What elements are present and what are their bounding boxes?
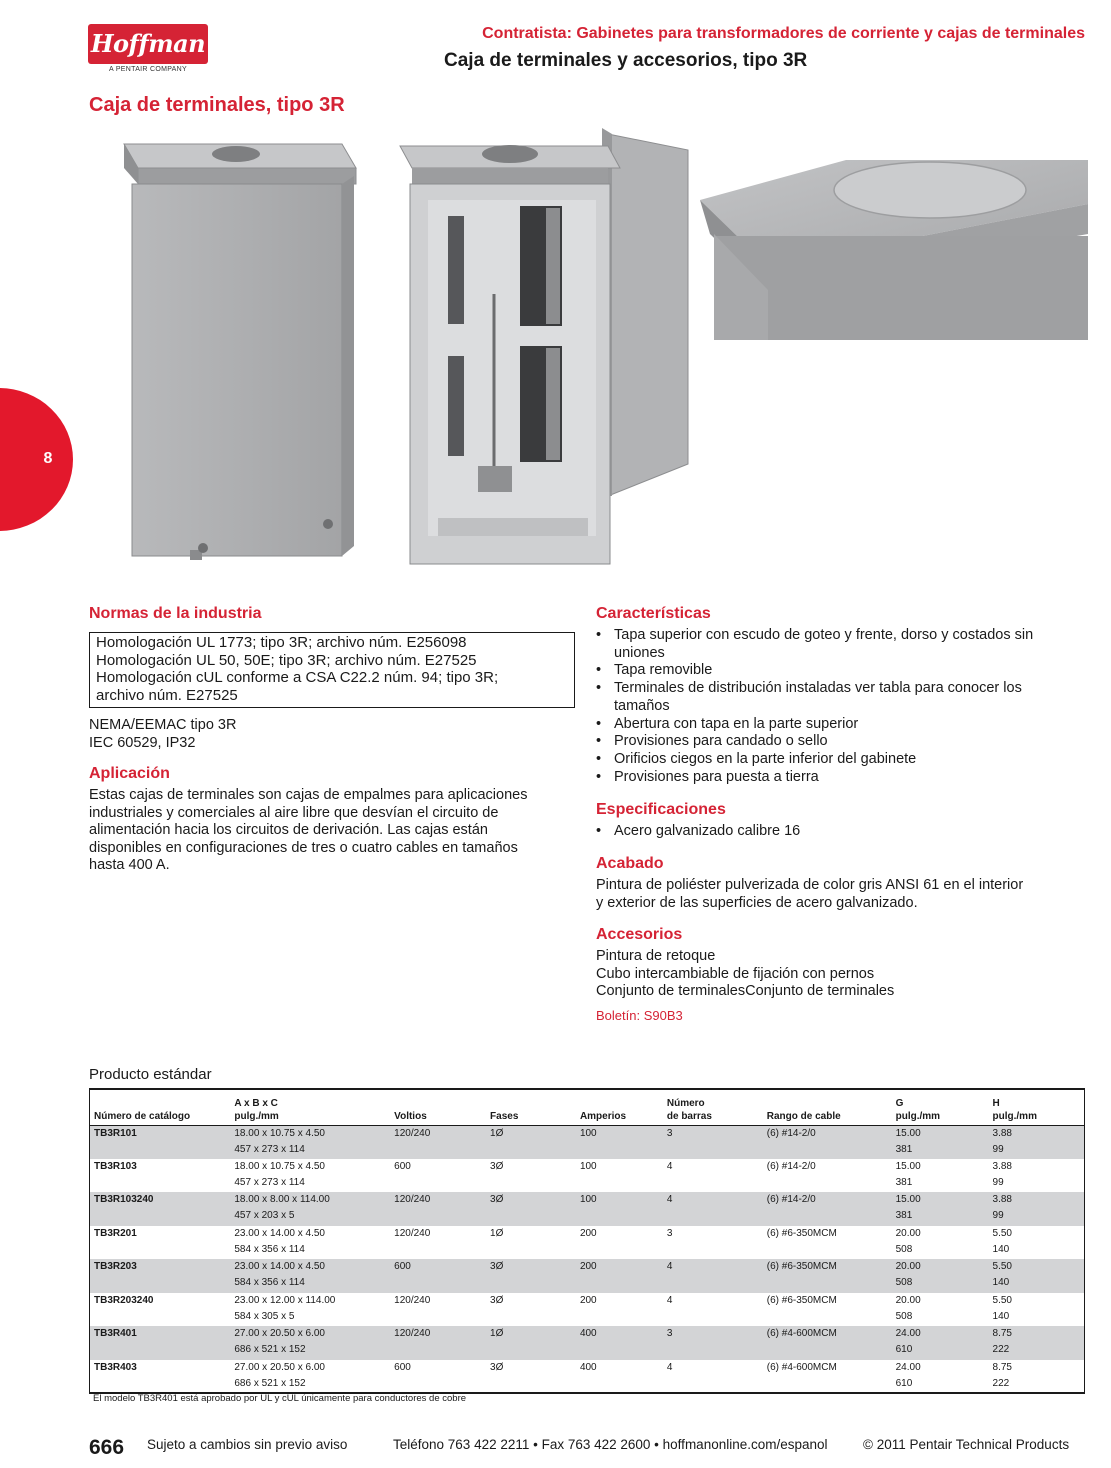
cell-value: 686 x 521 x 152 [234,1377,306,1389]
logo-text: Hoffman [90,29,206,58]
cell-value: 120/240 [394,1127,431,1139]
table-footnote: El modelo TB3R401 está aprobado por UL y cUL únicamente para conductores de cobre [93,1393,467,1404]
cell-value: 23.00 x 14.00 x 4.50 [234,1261,325,1272]
closed-enclosure-image [110,138,360,570]
cell-value: TB3R101 [94,1127,137,1139]
table-cell [663,1159,763,1193]
cell-value: 508 [895,1277,913,1289]
table-cell [390,1226,486,1260]
cell-value: 100 [579,1127,597,1139]
cell-value: 23.00 x 14.00 x 4.50 [234,1227,325,1239]
header-cell: Fases [486,1089,576,1125]
cell-value: (6) #6-350MCM [766,1227,837,1239]
table-cell [486,1326,576,1360]
normas-heading: Normas de la industria [89,605,262,622]
table-cell [989,1192,1085,1226]
cell-value: (6) #14-2/0 [766,1127,816,1139]
cell-value: 3Ø [490,1294,504,1306]
normas-line: Homologación UL 1773; tipo 3R; archivo núm. E256098 [96,634,467,651]
cell-value: 3Ø [490,1160,504,1172]
table-cell [892,1293,989,1327]
list-item: • Tapa removible [596,662,1064,680]
table-cell [576,1293,663,1327]
table-cell [989,1326,1085,1360]
hoffman-logo [88,24,208,64]
table-cell [892,1159,989,1193]
cell-value: 400 [579,1361,597,1373]
cell-value: 4 [666,1261,673,1272]
table-cell [90,1326,231,1360]
table-cell [663,1125,763,1159]
cell-value: 4 [666,1294,673,1306]
cell-value: 3Ø [490,1361,504,1373]
cell-value: 18.00 x 8.00 x 114.00 [234,1194,330,1205]
cell-value: 222 [992,1344,1010,1356]
cell-value: (6) #14-2/0 [766,1160,816,1172]
normas-line: archivo núm. E27525 [96,686,238,704]
table-cell [90,1293,231,1327]
table-cell [390,1293,486,1327]
cell-value: 3.88 [992,1194,1012,1205]
table-cell [763,1192,892,1226]
table-cell [663,1192,763,1226]
cell-value: 140 [992,1310,1010,1322]
cell-value: 120/240 [394,1294,431,1306]
table-cell [576,1192,663,1226]
cell-value: 1Ø [490,1328,504,1339]
cell-value: TB3R201 [94,1227,137,1239]
table-cell [486,1293,576,1327]
cell-value: 15.00 [895,1160,921,1172]
cell-value: 20.00 [895,1294,921,1306]
cell-value: 140 [992,1243,1010,1255]
table-cell [576,1259,663,1293]
table-cell [763,1326,892,1360]
table-cell [230,1159,390,1193]
table-cell [230,1125,390,1159]
aplicacion-line: hasta 400 A. [89,857,170,873]
especificaciones-heading: Especificaciones [596,801,726,818]
cell-value: TB3R403 [94,1361,137,1373]
table-cell [576,1360,663,1394]
header-cell: Voltios [390,1089,486,1125]
cell-value: 120/240 [394,1194,431,1205]
table-cell [892,1125,989,1159]
normas-line: Homologación UL 50, 50E; tipo 3R; archivo núm. E27525 [96,651,477,669]
cell-value: 600 [394,1261,411,1272]
table-cell [663,1293,763,1327]
table-cell [989,1125,1085,1159]
cell-value: 8.75 [992,1328,1012,1339]
cell-value: (6) #4-600MCM [766,1361,837,1373]
cell-value: 508 [895,1243,913,1255]
table-cell [390,1192,486,1226]
cell-value: 222 [992,1377,1010,1389]
acabado-heading: Acabado [596,855,664,872]
table-cell [90,1159,231,1193]
cell-value: 120/240 [394,1227,431,1239]
table-cell [892,1259,989,1293]
table-cell [390,1259,486,1293]
accesorios-line: Pintura de retoque [596,948,716,964]
list-item: • Provisiones para candado o sello [596,733,1064,751]
cell-value: 610 [895,1344,913,1356]
table-cell [230,1259,390,1293]
table-row [90,1192,1085,1226]
header-cell: G pulg./mm [892,1089,989,1125]
header-category: Contratista: Gabinetes para transformadores de corriente y cajas de terminales [482,25,1085,42]
cell-value: 99 [992,1176,1004,1188]
cell-value: 20.00 [895,1261,921,1272]
list-item: • Tapa superior con escudo de goteo y frente, dorso y costados sin uniones [596,627,1064,662]
cell-value: 381 [895,1143,913,1155]
table-cell [486,1159,576,1193]
cell-value: 584 x 305 x 5 [234,1310,295,1322]
cell-value: 3.88 [992,1160,1012,1172]
header-cell: A x B x C pulg./mm [230,1089,390,1125]
cell-value: TB3R203240 [94,1294,154,1306]
product-table [89,1088,1085,1394]
table-cell [230,1192,390,1226]
list-item: • Orificios ciegos en la parte inferior del gabinete [596,751,1064,769]
header-cell: H pulg./mm [989,1089,1085,1125]
caracteristicas-list [596,627,1064,786]
table-row [90,1159,1085,1193]
table-row [90,1259,1085,1293]
list-item: • Acero galvanizado calibre 16 [596,823,1064,841]
table-cell [486,1360,576,1394]
header-title: Caja de terminales y accesorios, tipo 3R [444,50,808,71]
table-cell [989,1226,1085,1260]
cell-value: 100 [579,1194,597,1205]
table-cell [90,1192,231,1226]
accesorios-text [596,948,1086,1001]
table-cell [576,1159,663,1193]
normas-extra-line: IEC 60529, IP32 [89,734,196,751]
table-cell [892,1326,989,1360]
cell-value: 18.00 x 10.75 x 4.50 [234,1127,325,1139]
cell-value: 3Ø [490,1194,504,1205]
table-cell [230,1360,390,1394]
page-title: Caja de terminales, tipo 3R [89,94,345,116]
cell-value: TB3R103 [94,1160,137,1172]
table-cell [663,1226,763,1260]
cell-value: 3Ø [490,1261,504,1272]
cell-value: 3.88 [992,1127,1012,1139]
cell-value: 23.00 x 12.00 x 114.00 [234,1294,336,1306]
table-cell [892,1226,989,1260]
table-cell [576,1125,663,1159]
cell-value: 4 [666,1194,673,1205]
product-table-body [90,1125,1085,1393]
table-row [90,1226,1085,1260]
cell-value: 99 [992,1210,1004,1222]
top-cover-detail-image [698,160,1092,342]
footer-notice: Sujeto a cambios sin previo aviso [147,1437,348,1452]
table-cell [390,1125,486,1159]
normas-box [89,632,575,708]
table-cell [763,1226,892,1260]
cell-value: 5.50 [992,1294,1012,1306]
header-cell: Número de catálogo [90,1089,231,1125]
cell-value: 1Ø [490,1127,504,1139]
cell-value: 584 x 356 x 114 [234,1277,305,1289]
table-cell [90,1226,231,1260]
normas-extra-line: NEMA/EEMAC tipo 3R [89,717,237,733]
cell-value: 610 [895,1377,913,1389]
cell-value: 457 x 273 x 114 [234,1176,305,1188]
table-cell [230,1326,390,1360]
table-cell [230,1226,390,1260]
bulletin-link[interactable]: Boletín: S90B3 [596,1008,683,1023]
footer-contact: Teléfono 763 422 2211 • Fax 763 422 2600 • hoffmanonline.com/espanol [393,1437,828,1452]
table-cell [989,1360,1085,1394]
accesorios-heading: Accesorios [596,926,683,943]
table-cell [763,1159,892,1193]
cell-value: 15.00 [895,1127,921,1139]
header-cell: Número de barras [663,1089,763,1125]
table-cell [763,1125,892,1159]
cell-value: TB3R103240 [94,1194,154,1205]
cell-value: 20.00 [895,1227,921,1239]
cell-value: 200 [579,1227,597,1239]
cell-value: 27.00 x 20.50 x 6.00 [234,1328,325,1339]
table-cell [486,1226,576,1260]
table-cell [892,1192,989,1226]
cell-value: 5.50 [992,1261,1012,1272]
page-number: 666 [89,1436,125,1459]
acabado-line: y exterior de las superficies de acero galvanizado. [596,894,918,911]
table-cell [390,1159,486,1193]
table-row [90,1293,1085,1327]
cell-value: 3 [666,1328,673,1339]
table-cell [989,1259,1085,1293]
aplicacion-line: disponibles en configuraciones de tres o cuatro cables en tamaños [89,839,518,856]
cell-value: (6) #6-350MCM [766,1261,837,1272]
cell-value: 99 [992,1143,1004,1155]
table-cell [486,1192,576,1226]
logo-tagline: A PENTAIR COMPANY [109,66,187,73]
table-row [90,1125,1085,1159]
cell-value: 200 [579,1261,597,1272]
list-item: • Abertura con tapa en la parte superior [596,716,1064,734]
cell-value: 8.75 [992,1361,1012,1373]
aplicacion-heading: Aplicación [89,765,170,782]
cell-value: 3 [666,1227,673,1239]
header-cell: Rango de cable [763,1089,892,1125]
cell-value: 5.50 [992,1227,1012,1239]
table-cell [90,1125,231,1159]
table-cell [989,1159,1085,1193]
cell-value: (6) #14-2/0 [766,1194,816,1205]
aplicacion-line: Estas cajas de terminales son cajas de empalmes para aplicaciones [89,787,528,803]
table-cell [892,1360,989,1394]
table-row [90,1360,1085,1394]
table-cell [763,1360,892,1394]
cell-value: TB3R401 [94,1328,137,1339]
aplicacion-line: alimentación hacia los circuitos de derivación. Las cajas están [89,822,488,838]
cell-value: 15.00 [895,1194,921,1205]
cell-value: 4 [666,1160,673,1172]
table-cell [576,1326,663,1360]
normas-line: Homologación cUL conforme a CSA C22.2 núm. 94; tipo 3R; [96,669,499,686]
cell-value: (6) #6-350MCM [766,1294,837,1306]
cell-value: 600 [394,1361,411,1373]
cell-value: 457 x 203 x 5 [234,1210,295,1222]
cell-value: TB3R203 [94,1261,137,1272]
table-cell [390,1360,486,1394]
cell-value: 584 x 356 x 114 [234,1243,305,1255]
normas-extra [89,717,236,752]
cell-value: 400 [579,1328,597,1339]
table-cell [663,1360,763,1394]
cell-value: 381 [895,1210,913,1222]
cell-value: 24.00 [895,1328,921,1339]
cell-value: 100 [579,1160,597,1172]
caracteristicas-heading: Características [596,605,711,622]
cell-value: 27.00 x 20.50 x 6.00 [234,1361,325,1373]
header-cell: Amperios [576,1089,663,1125]
table-cell [90,1259,231,1293]
cell-value: 4 [666,1361,673,1373]
acabado-line: Pintura de poliéster pulverizada de color gris ANSI 61 en el interior [596,877,1024,893]
cell-value: 120/240 [394,1328,431,1339]
table-cell [663,1326,763,1360]
cell-value: 457 x 273 x 114 [234,1143,305,1155]
cell-value: 600 [394,1160,411,1172]
table-cell [486,1259,576,1293]
table-caption: Producto estándar [89,1066,212,1083]
cell-value: 1Ø [490,1227,504,1239]
table-cell [230,1293,390,1327]
aplicacion-line: industriales y comerciales al aire libre que desvían el circuito de [89,804,499,821]
cell-value: 686 x 521 x 152 [234,1344,306,1356]
table-cell [390,1326,486,1360]
section-tab-number: 8 [43,450,53,467]
aplicacion-text [89,787,569,875]
cell-value: 200 [579,1294,597,1306]
table-cell [763,1293,892,1327]
list-item: • Terminales de distribución instaladas ver tabla para conocer los tamaños [596,680,1064,715]
footer-copyright: © 2011 Pentair Technical Products [863,1437,1070,1452]
accesorios-line: Conjunto de terminalesConjunto de terminales [596,983,895,999]
table-cell [90,1360,231,1394]
open-enclosure-image [398,124,694,570]
table-row [90,1326,1085,1360]
acabado-text [596,877,1086,912]
cell-value: 24.00 [895,1361,921,1373]
table-cell [486,1125,576,1159]
list-item: • Provisiones para puesta a tierra [596,769,1064,787]
cell-value: 508 [895,1310,913,1322]
table-cell [763,1259,892,1293]
cell-value: (6) #4-600MCM [766,1328,837,1339]
table-header-row [90,1089,1085,1125]
accesorios-line: Cubo intercambiable de fijación con pernos [596,965,875,982]
especificaciones-list [596,823,1064,841]
cell-value: 140 [992,1277,1010,1289]
table-cell [576,1226,663,1260]
table-cell [989,1293,1085,1327]
table-cell [663,1259,763,1293]
cell-value: 3 [666,1127,673,1139]
cell-value: 18.00 x 10.75 x 4.50 [234,1160,325,1172]
cell-value: 381 [895,1176,913,1188]
